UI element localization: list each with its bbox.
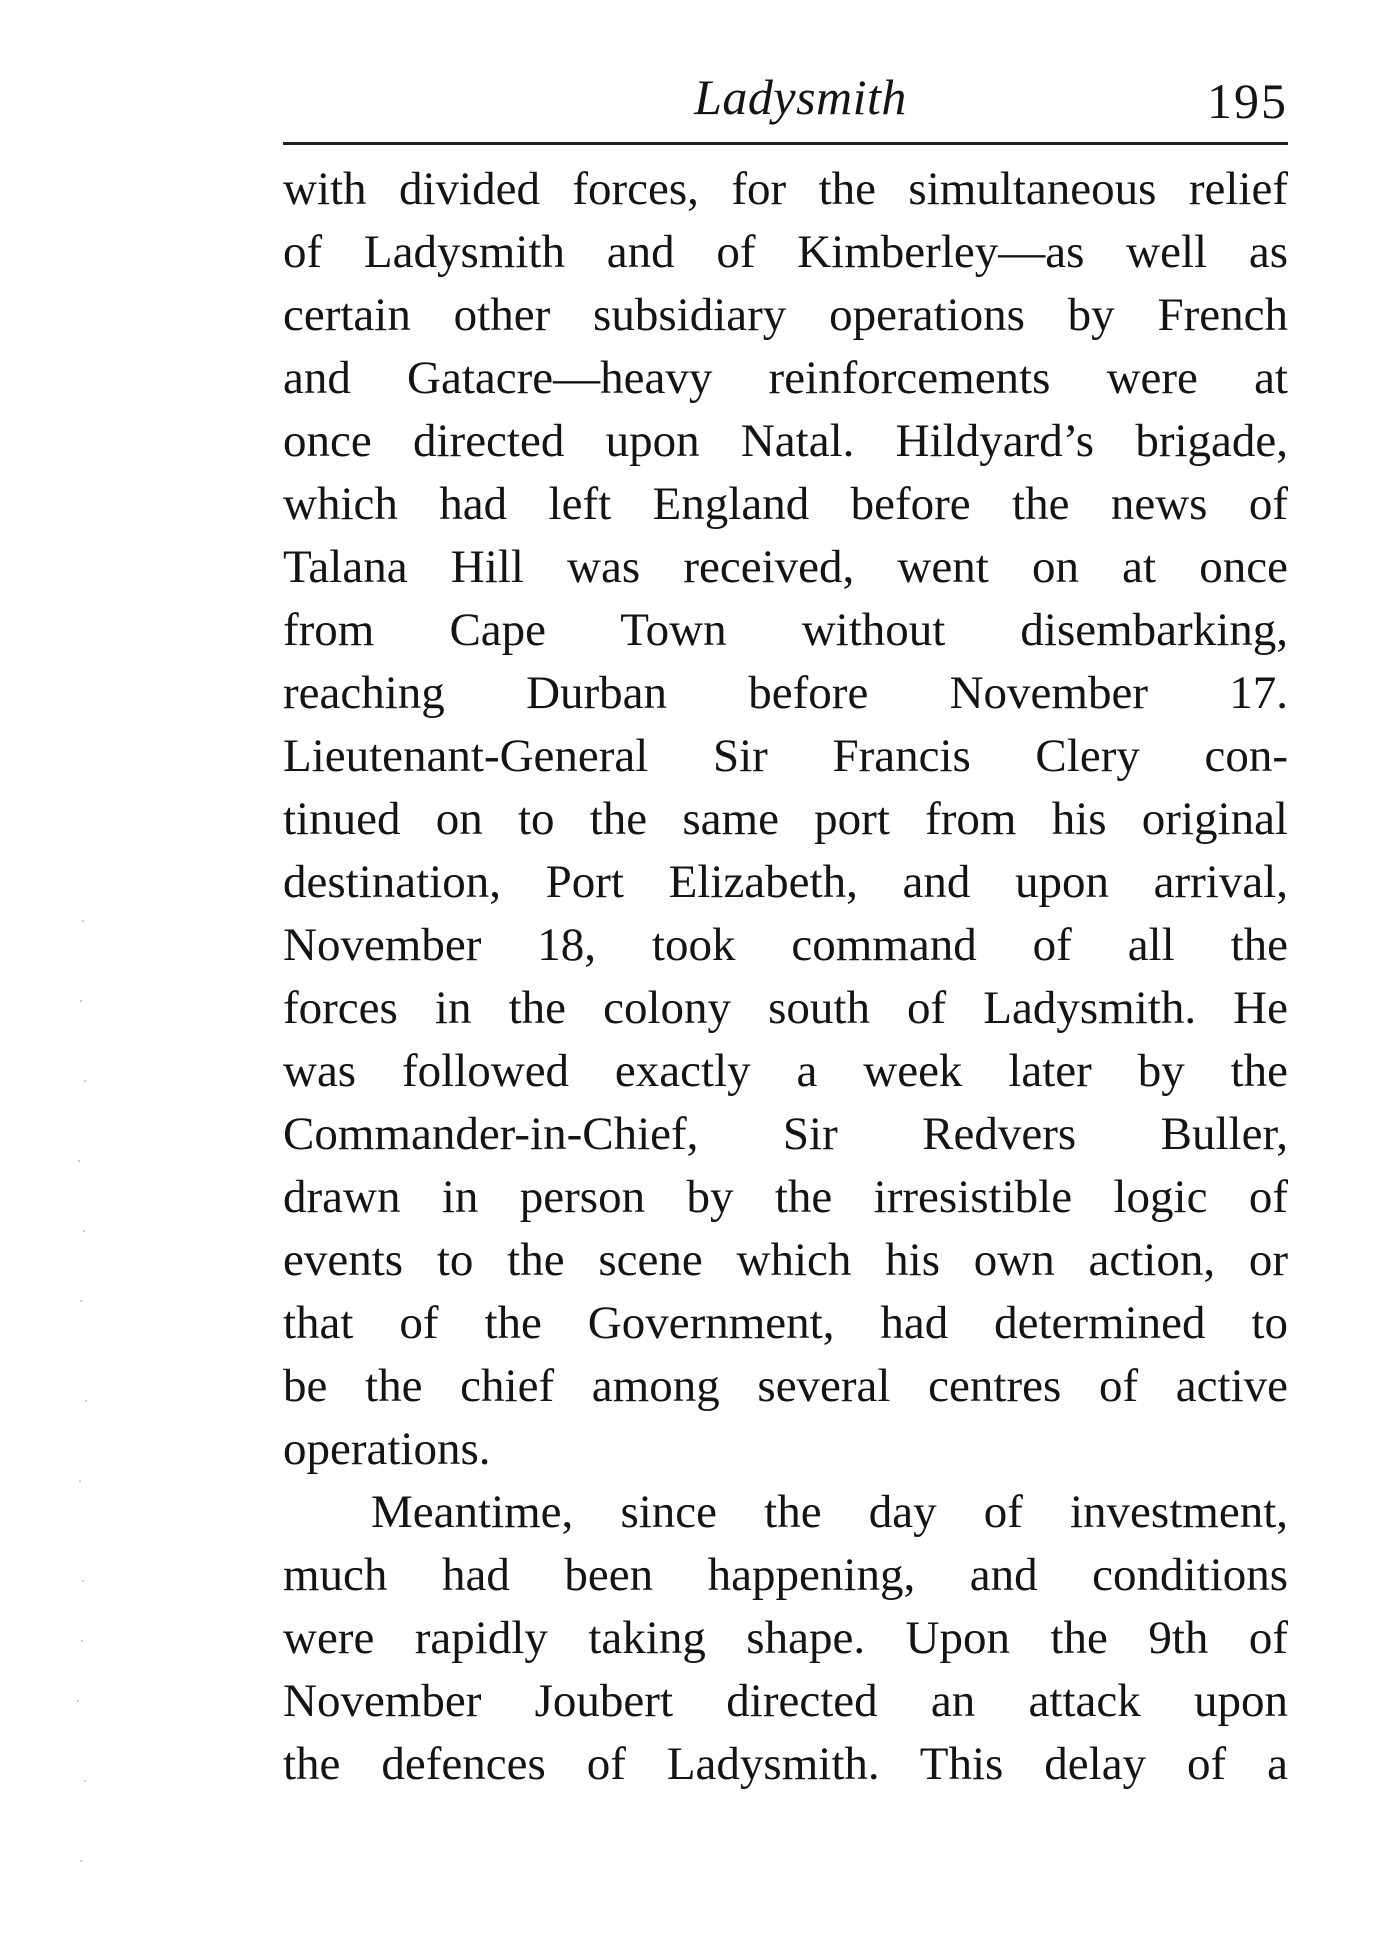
body-text (283, 158, 1288, 1796)
text-line: with divided forces, for the simultaneous relief (283, 163, 1288, 215)
text-line: reaching Durban before November 17. (283, 667, 1288, 719)
text-line: Commander-in-Chief, Sir Redvers Buller, (283, 1108, 1288, 1160)
text-line: of Ladysmith and of Kimberley—as well as (283, 226, 1288, 278)
header-rule (283, 142, 1288, 145)
text-line: events to the scene which his own action, or (283, 1234, 1288, 1286)
text-line: much had been happening, and conditions (283, 1549, 1288, 1601)
text-line: destination, Port Elizabeth, and upon arrival, (283, 856, 1288, 908)
text-line: operations. (283, 1423, 491, 1475)
text-line: which had left England before the news of (283, 478, 1288, 530)
text-line: Lieutenant-General Sir Francis Clery con- (283, 730, 1288, 782)
text-line: November Joubert directed an attack upon (283, 1675, 1288, 1727)
text-line: Meantime, since the day of investment, (371, 1486, 1288, 1538)
text-line: that of the Government, had determined to (283, 1297, 1288, 1349)
running-head-title: Ladysmith (694, 69, 907, 125)
text-line: certain other subsidiary operations by French (283, 289, 1288, 341)
text-line: were rapidly taking shape. Upon the 9th of (283, 1612, 1288, 1664)
text-line: be the chief among several centres of active (283, 1360, 1288, 1412)
text-line: forces in the colony south of Ladysmith. He (283, 982, 1288, 1034)
text-line: drawn in person by the irresistible logic of (283, 1171, 1288, 1223)
scan-specks (50, 880, 110, 1940)
text-line: tinued on to the same port from his original (283, 793, 1288, 845)
paragraph (283, 158, 1288, 1481)
paragraph (283, 1481, 1288, 1796)
running-head (283, 62, 1288, 132)
text-line: November 18, took command of all the (283, 919, 1288, 971)
text-line: and Gatacre—heavy reinforcements were at (283, 352, 1288, 404)
text-line: once directed upon Natal. Hildyard’s brigade, (283, 415, 1288, 467)
text-line: the defences of Ladysmith. This delay of a (283, 1738, 1288, 1790)
page-number: 195 (1207, 73, 1288, 129)
text-line: Talana Hill was received, went on at once (283, 541, 1288, 593)
text-line: was followed exactly a week later by the (283, 1045, 1288, 1097)
text-line: from Cape Town without disembarking, (283, 604, 1288, 656)
